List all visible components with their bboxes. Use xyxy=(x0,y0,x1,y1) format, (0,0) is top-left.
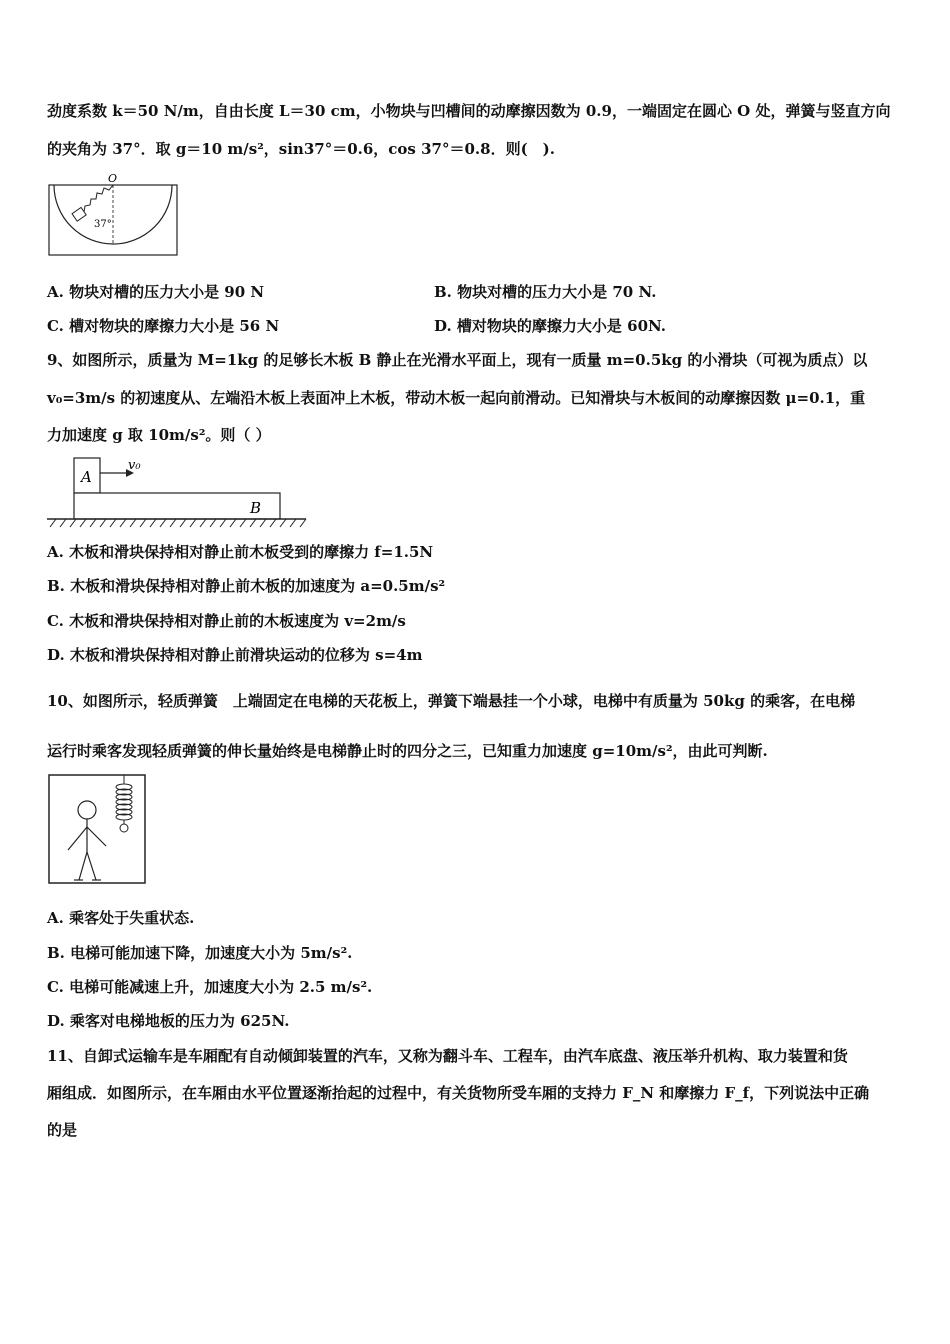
q8-groove-figure xyxy=(46,172,186,262)
q11-text-line1: 11、自卸式运输车是车厢配有自动倾卸装置的汽车，又称为翻斗车、工程车，由汽车底盘、液压举升机构、取力装置和货 xyxy=(47,1047,848,1065)
q10-text-line2: 运行时乘客发现轻质弹簧的伸长量始终是电梯静止时的四分之三，已知重力加速度 g=10m/s²，由此可判断. xyxy=(47,742,768,760)
q10-option-c[interactable]: C. 电梯可能减速上升，加速度大小为 2.5 m/s². xyxy=(47,978,373,996)
q8-option-a[interactable]: A. 物块对槽的压力大小是 90 N xyxy=(47,283,265,301)
q8-label-angle: 37° xyxy=(94,219,112,230)
q9-board-block-figure xyxy=(44,455,309,530)
q9-option-a[interactable]: A. 木板和滑块保持相对静止前木板受到的摩擦力 f=1.5N xyxy=(47,543,434,561)
q9-option-c[interactable]: C. 木板和滑块保持相对静止前的木板速度为 v=2m/s xyxy=(47,612,406,630)
q11-text-line3: 的是 xyxy=(47,1121,78,1139)
q9-text-line1: 9、如图所示，质量为 M=1kg 的足够长木板 B 静止在光滑水平面上，现有一质量 m=0.5kg 的小滑块（可视为质点）以 xyxy=(47,351,868,369)
q9-text-line3: 力加速度 g 取 10m/s²。则（ ） xyxy=(47,426,271,444)
q8-text-line1: 劲度系数 k＝50 N/m，自由长度 L＝30 cm，小物块与凹槽间的动摩擦因数为 0.9，一端固定在圆心 O 处，弹簧与竖直方向 xyxy=(47,102,891,120)
q9-label-v0: v₀ xyxy=(128,458,141,473)
q10-option-d[interactable]: D. 乘客对电梯地板的压力为 625N. xyxy=(47,1012,290,1030)
q11-text-line2: 厢组成．如图所示，在车厢由水平位置逐渐抬起的过程中，有关货物所受车厢的支持力 F_N 和摩擦力 F_f，下列说法中正确 xyxy=(47,1084,870,1102)
q8-option-c[interactable]: C. 槽对物块的摩擦力大小是 56 N xyxy=(47,317,280,335)
q9-option-b[interactable]: B. 木板和滑块保持相对静止前木板的加速度为 a=0.5m/s² xyxy=(47,577,446,595)
q8-option-b[interactable]: B. 物块对槽的压力大小是 70 N. xyxy=(434,283,657,301)
q9-option-d[interactable]: D. 木板和滑块保持相对静止前滑块运动的位移为 s=4m xyxy=(47,646,423,664)
q9-text-line2: v₀=3m/s 的初速度从、左端沿木板上表面冲上木板，带动木板一起向前滑动。已知滑块与木板间的动摩擦因数 μ=0.1，重 xyxy=(47,389,866,407)
q10-elevator-figure xyxy=(46,772,151,887)
q8-option-d[interactable]: D. 槽对物块的摩擦力大小是 60N. xyxy=(434,317,666,335)
q9-label-b: B xyxy=(250,499,262,517)
q9-label-a: A xyxy=(81,468,92,486)
q10-option-a[interactable]: A. 乘客处于失重状态. xyxy=(47,909,195,927)
q8-text-line2: 的夹角为 37°．取 g＝10 m/s²，sin37°＝0.6，cos 37°＝0.8．则( ). xyxy=(47,140,555,158)
q10-text-line1: 10、如图所示，轻质弹簧 上端固定在电梯的天花板上，弹簧下端悬挂一个小球，电梯中有质量为 50kg 的乘客，在电梯 xyxy=(47,692,856,710)
q8-label-o: O xyxy=(108,172,118,185)
q10-option-b[interactable]: B. 电梯可能加速下降，加速度大小为 5m/s². xyxy=(47,944,353,962)
